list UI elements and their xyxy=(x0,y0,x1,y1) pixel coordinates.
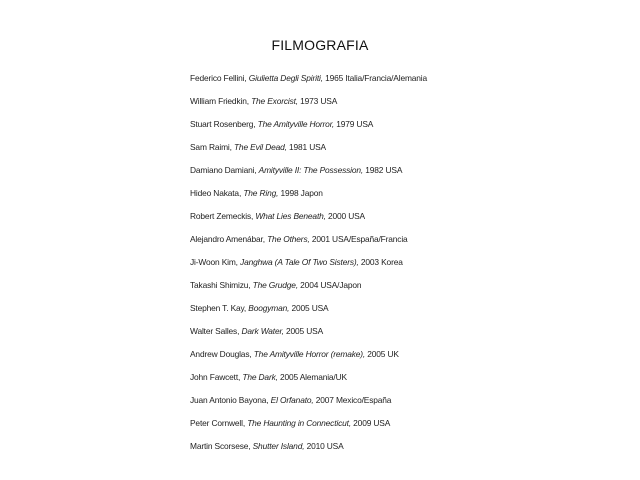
film-director: John Fawcett, xyxy=(190,372,243,382)
film-entry xyxy=(190,164,427,187)
film-director: William Friedkin, xyxy=(190,96,252,106)
film-title: The Exorcist, xyxy=(251,96,298,106)
film-info: 2005 Alemania/UK xyxy=(277,372,347,382)
film-entry xyxy=(190,256,427,279)
film-director: Alejandro Amenábar, xyxy=(190,234,268,244)
film-entry xyxy=(190,72,427,95)
film-entry xyxy=(190,348,427,371)
film-info: 1979 USA xyxy=(334,119,374,129)
film-director: Stuart Rosenberg, xyxy=(190,119,258,129)
film-entry xyxy=(190,440,427,463)
film-entry xyxy=(190,141,427,164)
film-info: 1973 USA xyxy=(297,96,338,106)
film-entry xyxy=(190,302,427,325)
film-director: Walter Salles, xyxy=(190,326,242,336)
film-title: The Amityville Horror, xyxy=(257,119,335,129)
film-director: Federico Fellini, xyxy=(190,73,249,83)
film-director: Juan Antonio Bayona, xyxy=(190,395,271,405)
film-info: 2009 USA xyxy=(351,418,391,428)
filmography-list xyxy=(190,72,427,463)
page-title: FILMOGRAFIA xyxy=(271,37,369,53)
film-title: Amityville II: The Possession, xyxy=(258,165,364,175)
film-director: Takashi Shimizu, xyxy=(190,280,253,290)
film-title: Shutter Island, xyxy=(252,441,305,451)
film-title: El Orfanato, xyxy=(270,395,314,405)
film-info: 1998 Japon xyxy=(278,188,323,198)
film-entry xyxy=(190,118,427,141)
film-director: Martin Scorsese, xyxy=(190,441,253,451)
film-entry xyxy=(190,233,427,256)
film-title: The Evil Dead, xyxy=(233,142,287,152)
film-title: Dark Water, xyxy=(241,326,284,336)
film-info: 1981 USA xyxy=(286,142,326,152)
film-title: The Grudge, xyxy=(252,280,298,290)
film-info: 2003 Korea xyxy=(358,257,403,267)
film-entry xyxy=(190,371,427,394)
film-director: Robert Zemeckis, xyxy=(190,211,256,221)
film-title: Boogyman, xyxy=(248,303,290,313)
film-info: 2005 USA xyxy=(289,303,329,313)
film-title: The Dark, xyxy=(242,372,278,382)
film-entry xyxy=(190,417,427,440)
film-entry xyxy=(190,95,427,118)
film-director: Peter Cornwell, xyxy=(190,418,248,428)
film-entry xyxy=(190,325,427,348)
film-entry xyxy=(190,187,427,210)
film-director: Hideo Nakata, xyxy=(190,188,244,198)
film-title: Giulietta Degli Spiriti, xyxy=(248,73,323,83)
film-director: Ji-Woon Kim, xyxy=(190,257,241,267)
film-director: Sam Raimi, xyxy=(190,142,234,152)
film-info: 1982 USA xyxy=(363,165,403,175)
film-info: 2005 UK xyxy=(365,349,399,359)
film-title: The Haunting in Connecticut, xyxy=(247,418,351,428)
film-info: 2007 Mexico/España xyxy=(313,395,392,405)
film-entry xyxy=(190,394,427,417)
film-info: 2005 USA xyxy=(283,326,324,336)
film-title: What Lies Beneath, xyxy=(255,211,326,221)
film-director: Damiano Damiani, xyxy=(190,165,259,175)
film-info: 2001 USA/España/Francia xyxy=(309,234,408,244)
film-title: Janghwa (A Tale Of Two Sisters), xyxy=(240,257,359,267)
film-entry xyxy=(190,210,427,233)
film-info: 2000 USA xyxy=(325,211,365,221)
film-director: Stephen T. Kay, xyxy=(190,303,249,313)
film-director: Andrew Douglas, xyxy=(190,349,254,359)
film-title: The Ring, xyxy=(243,188,279,198)
film-title: The Amityville Horror (remake), xyxy=(253,349,366,359)
film-info: 2010 USA xyxy=(304,441,344,451)
film-title: The Others, xyxy=(267,234,310,244)
film-info: 1965 Italia/Francia/Alemania xyxy=(322,73,428,83)
film-info: 2004 USA/Japon xyxy=(298,280,362,290)
film-entry xyxy=(190,279,427,302)
